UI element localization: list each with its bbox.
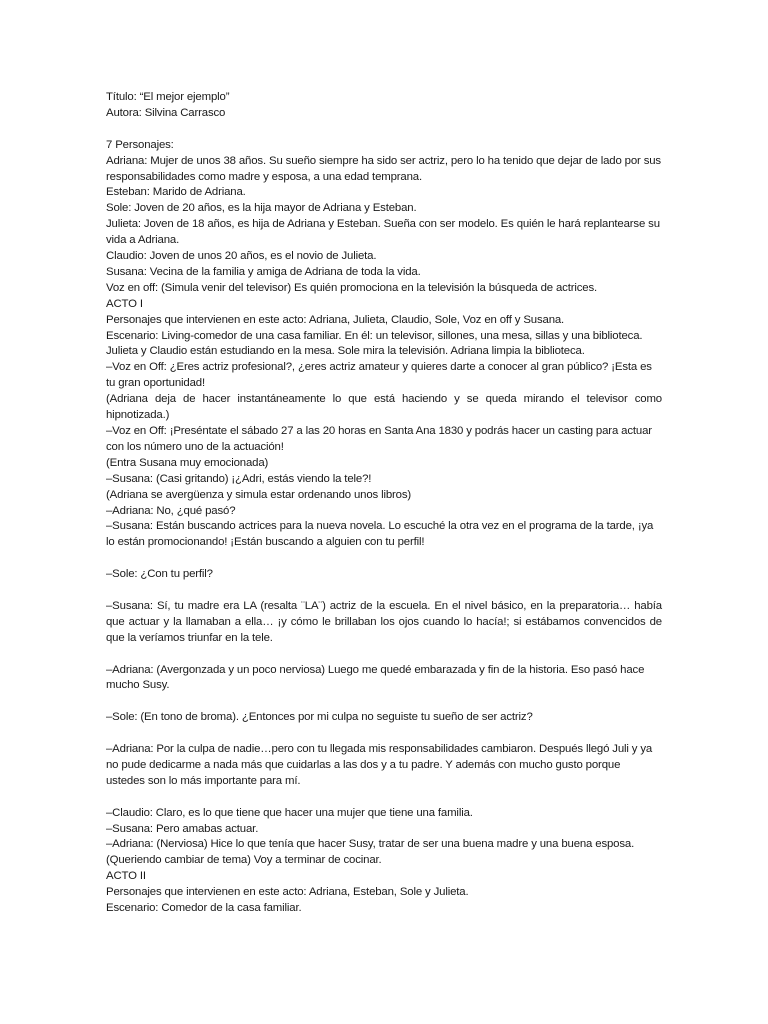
act1-line: –Voz en Off: ¡Preséntate el sábado 27 a las 20 horas en Santa Ana 1830 y podrás hacer un casting para actuar con los número uno de la actuación! <box>106 425 652 453</box>
act2-setting: Escenario: Comedor de la casa familiar. <box>106 902 302 915</box>
spacer <box>106 790 662 806</box>
closing-line: –Susana: Pero amabas actuar. <box>106 822 259 835</box>
spacer <box>106 726 662 742</box>
act1-line: –Voz en Off: ¿Eres actriz profesional?, ¿eres actriz amateur y quieres darte a conocer al gran público? ¡Esta es tu gran oportunidad! <box>106 361 652 390</box>
dialogue-line: –Adriana: (Avergonzada y un poco nerviosa) Luego me quedé embarazada y fin de la historia. Eso pasó hace mucho Susy. <box>106 663 645 692</box>
author-line: Autora: Silvina Carrasco <box>106 106 226 119</box>
characters-heading: 7 Personajes: <box>106 138 174 151</box>
closing-line: –Adriana: (Nerviosa) Hice lo que tenía que hacer Susy, tratar de ser una buena madre y una buena esposa. (Queriendo cambiar de tema) Voy a terminar de cocinar. <box>106 838 635 867</box>
spacer <box>106 551 662 567</box>
act1-line: (Adriana deja de hacer instantáneamente lo que está haciendo y se queda mirando el televisor como hipnotizada.) <box>106 393 662 422</box>
spacer <box>106 694 662 710</box>
character-esteban: Esteban: Marido de Adriana. <box>106 186 246 199</box>
dialogue-line: –Susana: Sí, tu madre era LA (resalta ¨LA¨) actriz de la escuela. En el nivel básico, en la preparatoria… había que actuar y la llamaban a ella… ¡y cómo le brillaban los ojos cuando lo hacía!; si estábamos convencidos de que la veríamos triunfar en la tele. <box>106 599 662 644</box>
spacer <box>106 583 662 599</box>
dialogue-line: –Adriana: Por la culpa de nadie…pero con tu llegada mis responsabilidades cambiaron. Después llegó Juli y ya no pude dedicarme a nada más que cuidarlas a las dos y a tu padre. Y además con mucho gusto porque ustedes son lo más importante para mí. <box>106 743 653 787</box>
closing-line: –Claudio: Claro, es lo que tiene que hacer una mujer que tiene una familia. <box>106 806 473 819</box>
character-voz-en-off: Voz en off: (Simula venir del televisor) Es quién promociona en la televisión la búsqueda de actrices. <box>106 281 598 294</box>
character-claudio: Claudio: Joven de unos 20 años, es el novio de Julieta. <box>106 250 377 263</box>
spacer <box>106 647 662 663</box>
character-julieta: Julieta: Joven de 18 años, es hija de Adriana y Esteban. Sueña con ser modelo. Es quién le hará replantearse su vida a Adriana. <box>106 218 660 247</box>
act1-line: –Susana: (Casi gritando) ¡¿Adri, estás viendo la tele?! <box>106 472 372 485</box>
character-adriana: Adriana: Mujer de unos 38 años. Su sueño siempre ha sido ser actriz, pero lo ha tenido que dejar de lado por sus responsabilidades como madre y esposa, a una edad temprana. <box>106 154 661 183</box>
script-text <box>106 90 662 917</box>
act1-participants: Personajes que intervienen en este acto: Adriana, Julieta, Claudio, Sole, Voz en off y Susana. <box>106 313 565 326</box>
dialogue-line: –Sole: ¿Con tu perfil? <box>106 568 213 581</box>
act1-setting: Escenario: Living-comedor de una casa familiar. En él: un televisor, sillones, una mesa, sillas y una biblioteca. <box>106 329 643 342</box>
character-susana: Susana: Vecina de la familia y amiga de Adriana de toda la vida. <box>106 265 421 278</box>
act1-line: –Susana: Están buscando actrices para la nueva novela. Lo escuché la otra vez en el programa de la tarde, ¡ya lo están promocionando! ¡Están buscando a alguien con tu perfil! <box>106 520 654 549</box>
act1-heading: ACTO I <box>106 297 143 310</box>
act2-heading: ACTO II <box>106 870 146 883</box>
act2-participants: Personajes que intervienen en este acto: Adriana, Esteban, Sole y Julieta. <box>106 886 469 899</box>
dialogue-line: –Sole: (En tono de broma). ¿Entonces por mi culpa no seguiste tu sueño de ser actriz? <box>106 711 533 724</box>
act1-line: –Adriana: No, ¿qué pasó? <box>106 504 236 517</box>
act1-line: (Adriana se avergüenza y simula estar ordenando unos libros) <box>106 488 412 501</box>
act1-line: Julieta y Claudio están estudiando en la mesa. Sole mira la televisión. Adriana limpia la biblioteca. <box>106 345 585 358</box>
act1-line: (Entra Susana muy emocionada) <box>106 456 269 469</box>
spacer <box>106 122 662 138</box>
character-sole: Sole: Joven de 20 años, es la hija mayor de Adriana y Esteban. <box>106 202 417 215</box>
title-line: Título: “El mejor ejemplo” <box>106 91 230 103</box>
